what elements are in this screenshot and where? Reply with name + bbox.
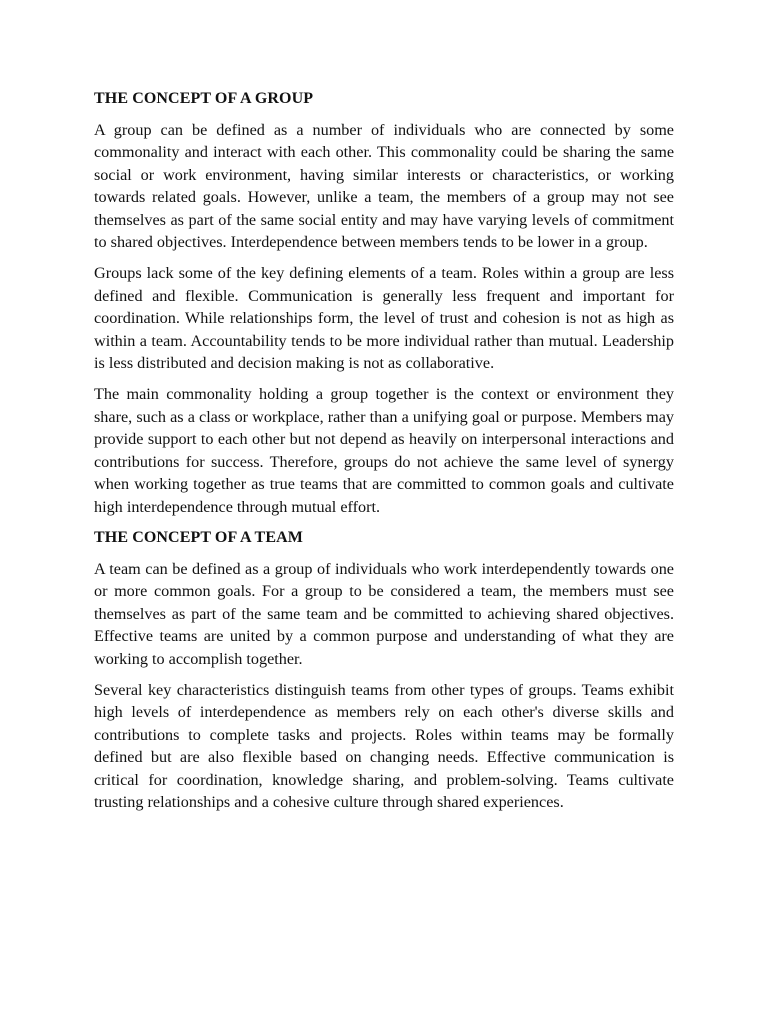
paragraph: A group can be defined as a number of individuals who are connected by some commonality and interact with each other. This commonality could be sharing the same social or work environment, having similar interests or characteristics, or working towards related goals. However, unlike a team, the members of a group may not see themselves as part of the same social entity and may have varying levels of commitment to shared objectives. Interdependence between members tends to be lower in a group. bbox=[94, 121, 674, 252]
section-heading: THE CONCEPT OF A GROUP bbox=[94, 90, 314, 107]
section-group bbox=[94, 88, 674, 518]
paragraph: Several key characteristics distinguish teams from other types of groups. Teams exhibit high levels of interdependence as members rely on each other's diverse skills and contributions to complete tasks and projects. Roles within teams may be formally defined but are also flexible based on changing needs. Effective communication is critical for coordination, knowledge sharing, and problem-solving. Teams cultivate trusting relationships and a cohesive culture through shared experiences. bbox=[94, 680, 674, 811]
paragraph: The main commonality holding a group together is the context or environment they share, such as a class or workplace, rather than a unifying goal or purpose. Members may provide support to each other but not depend as heavily on interpersonal interactions and contributions for success. Therefore, groups do not achieve the same level of synergy when working together as true teams that are committed to common goals and cultivate high interdependence through mutual effort. bbox=[94, 385, 674, 516]
section-team bbox=[94, 527, 674, 813]
paragraph: Groups lack some of the key defining elements of a team. Roles within a group are less defined and flexible. Communication is generally less frequent and important for coordination. While relationships form, the level of trust and cohesion is not as high as within a team. Accountability tends to be more individual rather than mutual. Leadership is less distributed and decision making is not as collaborative. bbox=[94, 264, 674, 373]
document-body bbox=[94, 88, 674, 822]
paragraph: A team can be defined as a group of individuals who work interdependently towards one or more common goals. For a group to be considered a team, the members must see themselves as part of the same team and be committed to achieving shared objectives. Effective teams are united by a common purpose and understanding of what they are working to accomplish together. bbox=[94, 559, 674, 668]
section-heading: THE CONCEPT OF A TEAM bbox=[94, 528, 303, 546]
